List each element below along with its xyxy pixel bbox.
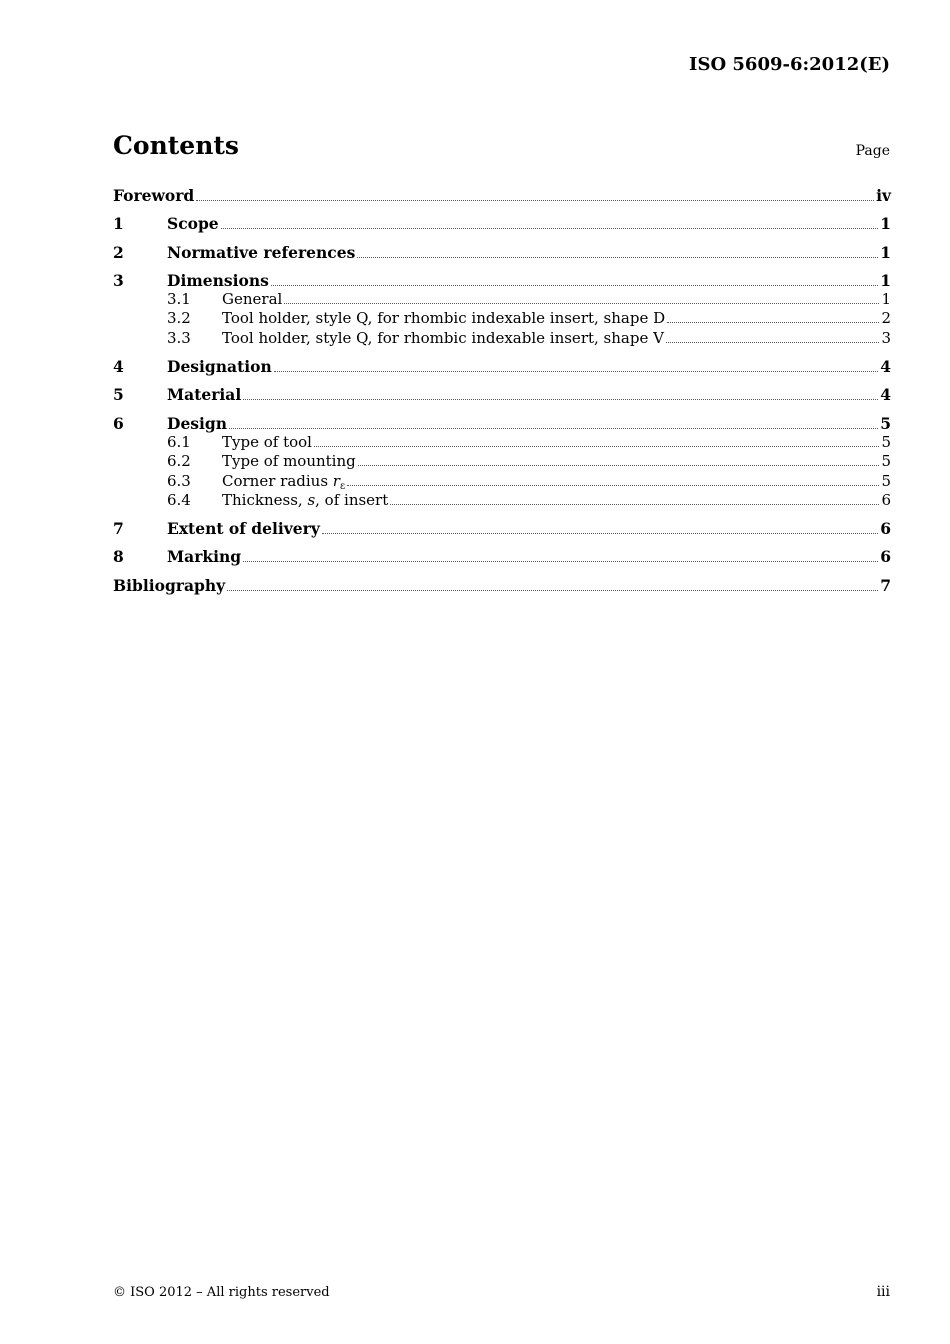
toc-entry-page: 1 <box>880 270 891 290</box>
toc-leader <box>314 446 879 447</box>
toc-entry-page: 6 <box>880 519 891 539</box>
toc-subentry-page: 5 <box>881 452 891 471</box>
toc-leader <box>357 257 878 258</box>
toc-subentry-shape-v[interactable] <box>113 329 891 348</box>
table-of-contents <box>113 186 891 595</box>
toc-entry-title: Dimensions <box>167 270 269 290</box>
toc-entry-title: Foreword <box>113 186 195 205</box>
toc-entry-page: 5 <box>880 413 891 433</box>
toc-subentry-type-of-mounting[interactable] <box>113 452 891 471</box>
toc-entry-page: 6 <box>880 547 891 567</box>
toc-leader <box>322 533 878 534</box>
toc-entry-title: Marking <box>167 547 242 567</box>
toc-subentry-type-of-tool[interactable] <box>113 433 891 452</box>
toc-entry-page: iv <box>876 186 891 205</box>
toc-subentry-page: 1 <box>881 290 891 309</box>
toc-leader <box>243 561 878 562</box>
toc-leader <box>196 200 874 201</box>
toc-leader <box>227 590 878 591</box>
toc-subentry-title: Tool holder, style Q, for rhombic indexable insert, shape D <box>222 309 666 328</box>
toc-entry-title: Extent of delivery <box>167 519 320 539</box>
toc-leader <box>390 504 879 505</box>
toc-subentry-title: Type of mounting <box>222 452 356 471</box>
contents-heading: Contents <box>113 131 240 160</box>
toc-leader <box>667 322 879 323</box>
toc-entry-title: Normative references <box>167 242 356 262</box>
toc-subentry-page: 6 <box>881 490 891 509</box>
document-id: ISO 5609-6:2012(E) <box>689 54 890 75</box>
toc-entry-bibliography[interactable] <box>113 576 891 595</box>
toc-entry-number: 1 <box>113 214 124 234</box>
toc-entry-foreword[interactable] <box>113 186 891 205</box>
toc-subentry-page: 5 <box>881 471 891 490</box>
toc-subentry-corner-radius[interactable] <box>113 472 891 491</box>
toc-entry-material[interactable] <box>113 385 891 404</box>
toc-subentry-general[interactable] <box>113 290 891 309</box>
toc-entry-number: 6 <box>113 413 124 433</box>
toc-entry-title: Bibliography <box>113 575 226 595</box>
toc-entry-number: 3 <box>113 270 124 290</box>
toc-subentry-shape-d[interactable] <box>113 309 891 328</box>
toc-entry-page: 4 <box>880 385 891 405</box>
toc-entry-number: 5 <box>113 385 124 405</box>
toc-subentry-number: 3.2 <box>167 309 191 328</box>
toc-leader <box>271 285 878 286</box>
toc-entry-page: 7 <box>880 575 891 595</box>
symbol-epsilon: ε <box>339 480 346 492</box>
toc-entry-number: 8 <box>113 547 124 567</box>
toc-entry-design[interactable] <box>113 414 891 433</box>
toc-subentry-title: Thickness, s, of insert <box>222 490 389 509</box>
toc-entry-designation[interactable] <box>113 357 891 376</box>
toc-subentry-number: 6.4 <box>167 490 191 509</box>
toc-leader <box>284 303 879 304</box>
toc-entry-title: Designation <box>167 357 272 377</box>
symbol-r: r <box>332 471 340 490</box>
toc-subentry-number: 6.2 <box>167 452 191 471</box>
toc-leader <box>243 399 878 400</box>
toc-entry-page: 1 <box>880 242 891 262</box>
toc-leader <box>358 465 880 466</box>
toc-entry-extent-of-delivery[interactable] <box>113 519 891 538</box>
toc-entry-dimensions[interactable] <box>113 271 891 290</box>
toc-leader <box>221 228 879 229</box>
toc-subentry-title: General <box>222 290 283 309</box>
toc-subentry-title: Type of tool <box>222 432 312 451</box>
toc-subentry-number: 6.1 <box>167 432 191 451</box>
symbol-s: s <box>307 490 316 509</box>
toc-subentry-page: 3 <box>881 328 891 347</box>
toc-leader <box>347 485 879 486</box>
toc-subentry-number: 6.3 <box>167 471 191 490</box>
copyright-notice: © ISO 2012 – All rights reserved <box>113 1285 330 1300</box>
toc-subentry-number: 3.1 <box>167 290 191 309</box>
toc-subentry-title: Corner radius $r_\varepsilon$ <box>222 471 346 492</box>
toc-leader <box>274 371 878 372</box>
toc-subentry-page: 5 <box>881 432 891 451</box>
page-column-label: Page <box>855 143 890 159</box>
toc-subentry-title: Tool holder, style Q, for rhombic indexable insert, shape V <box>222 328 664 347</box>
toc-subentry-thickness[interactable] <box>113 491 891 510</box>
toc-subentry-page: 2 <box>881 309 891 328</box>
toc-entry-title: Material <box>167 385 242 405</box>
toc-leader <box>229 428 878 429</box>
toc-entry-scope[interactable] <box>113 214 891 233</box>
toc-entry-title: Design <box>167 413 228 433</box>
toc-entry-marking[interactable] <box>113 547 891 566</box>
toc-entry-normative-references[interactable] <box>113 243 891 262</box>
toc-entry-number: 7 <box>113 519 124 539</box>
toc-entry-number: 4 <box>113 357 124 377</box>
toc-entry-number: 2 <box>113 242 124 262</box>
toc-entry-page: 1 <box>880 214 891 234</box>
toc-subentry-number: 3.3 <box>167 328 191 347</box>
page-number: iii <box>876 1284 890 1300</box>
toc-leader <box>666 342 880 343</box>
toc-entry-title: Scope <box>167 214 219 234</box>
toc-entry-page: 4 <box>880 357 891 377</box>
